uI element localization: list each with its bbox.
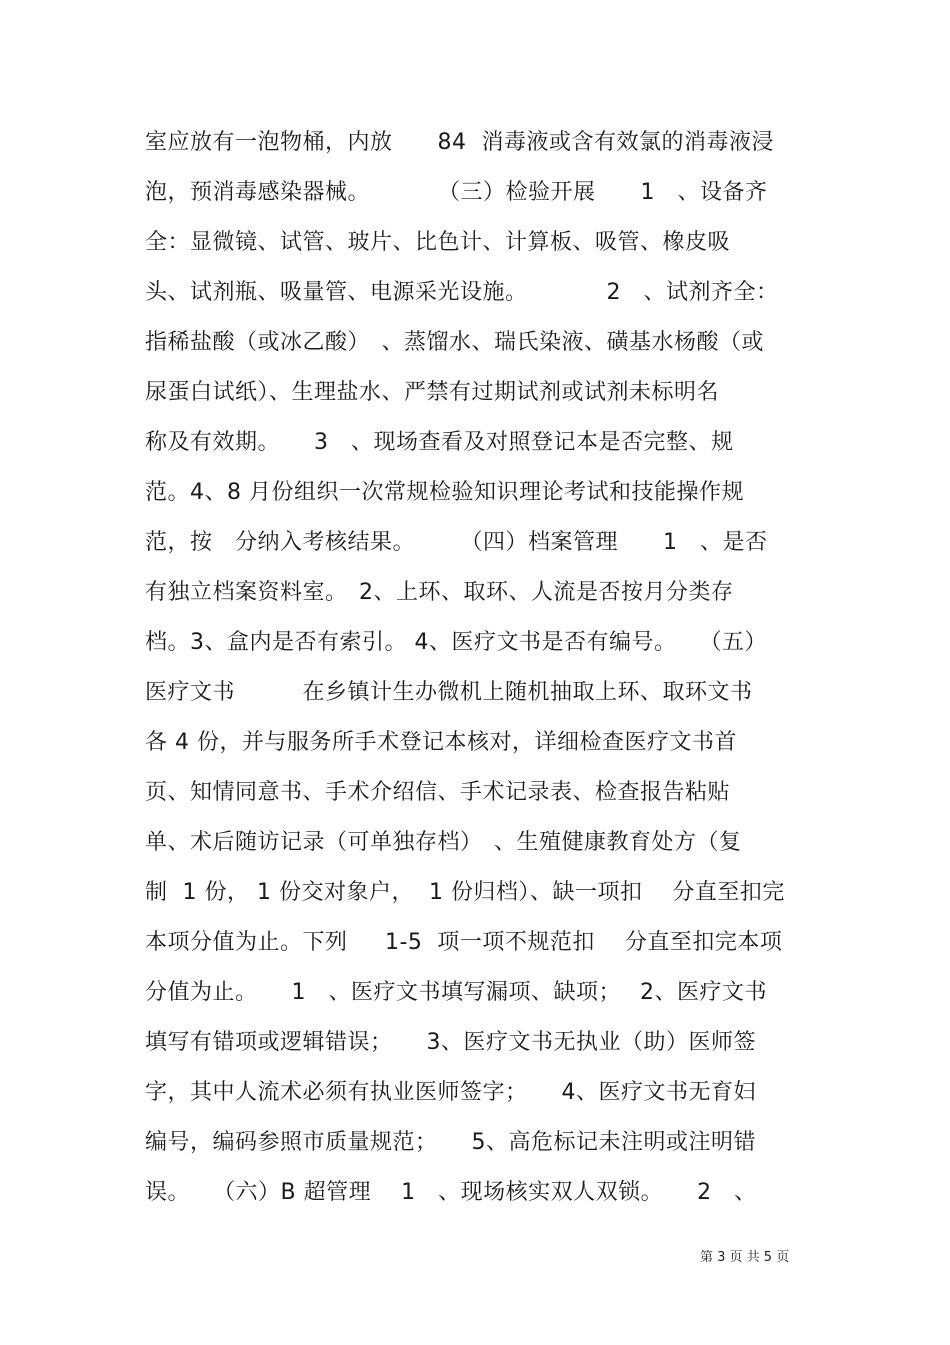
text-line-7: 称及有效期。 3 、现场查看及对照登记本是否完整、规 — [145, 430, 734, 455]
text-line-1: 室应放有一泡物桶，内放 84 消毒液或含有效氯的消毒液浸 — [145, 130, 774, 155]
text-line-17: 本项分值为止。下列 1-5 项一项不规范扣 分直至扣完本项 — [145, 930, 783, 955]
text-line-3: 全：显微镜、试管、玻片、比色计、计算板、吸管、橡皮吸 — [145, 230, 731, 255]
text-line-4: 头、试剂瓶、吸量管、电源采光设施。 2 、试剂齐全： — [145, 280, 779, 305]
text-line-22: 误。 （六）B 超管理 1 、现场核实双人双锁。 2 、 — [145, 1180, 757, 1205]
text-line-15: 单、术后随访记录（可单独存档） 、生殖健康教育处方（复 — [145, 830, 742, 855]
body-text — [145, 118, 810, 1218]
text-line-19: 填写有错项或逻辑错误； 3、医疗文书无执业（助）医师签 — [145, 1030, 756, 1055]
text-line-10: 有独立档案资料室。 2、上环、取环、人流是否按月分类存 — [145, 580, 734, 605]
text-line-13: 各 4 份，并与服务所手术登记本核对，详细检查医疗文书首 — [145, 730, 737, 755]
text-line-20: 字，其中人流术必须有执业医师签字； 4、医疗文书无育妇 — [145, 1080, 756, 1105]
text-line-14: 页、知情同意书、手术介绍信、手术记录表、检查报告粘贴 — [145, 780, 731, 805]
text-line-6: 尿蛋白试纸）、生理盐水、严禁有过期试剂或试剂未标明名 — [145, 380, 720, 405]
text-line-21: 编号，编码参照市质量规范； 5、高危标记未注明或注明错 — [145, 1130, 756, 1155]
text-line-2: 泡，预消毒感染器械。 （三）检验开展 1 、设备齐 — [145, 180, 768, 205]
text-line-11: 档。3、盒内是否有索引。 4、医疗文书是否有编号。 （五） — [145, 630, 767, 655]
text-line-12: 医疗文书 在乡镇计生办微机上随机抽取上环、取环文书 — [145, 680, 753, 705]
text-line-9: 范，按 分纳入考核结果。 （四）档案管理 1 、是否 — [145, 530, 768, 555]
page-number-footer: 第 3 页 共 5 页 — [700, 1250, 790, 1265]
text-line-8: 范。4、8 月份组织一次常规检验知识理论考试和技能操作规 — [145, 480, 744, 505]
text-line-5: 指稀盐酸（或冰乙酸） 、蒸馏水、瑞氏染液、磺基水杨酸（或 — [145, 330, 765, 355]
text-line-16: 制 1 份， 1 份交对象户， 1 份归档）、缺一项扣 分直至扣完 — [145, 880, 785, 905]
text-line-18: 分值为止。 1 、医疗文书填写漏项、缺项； 2、医疗文书 — [145, 980, 767, 1005]
